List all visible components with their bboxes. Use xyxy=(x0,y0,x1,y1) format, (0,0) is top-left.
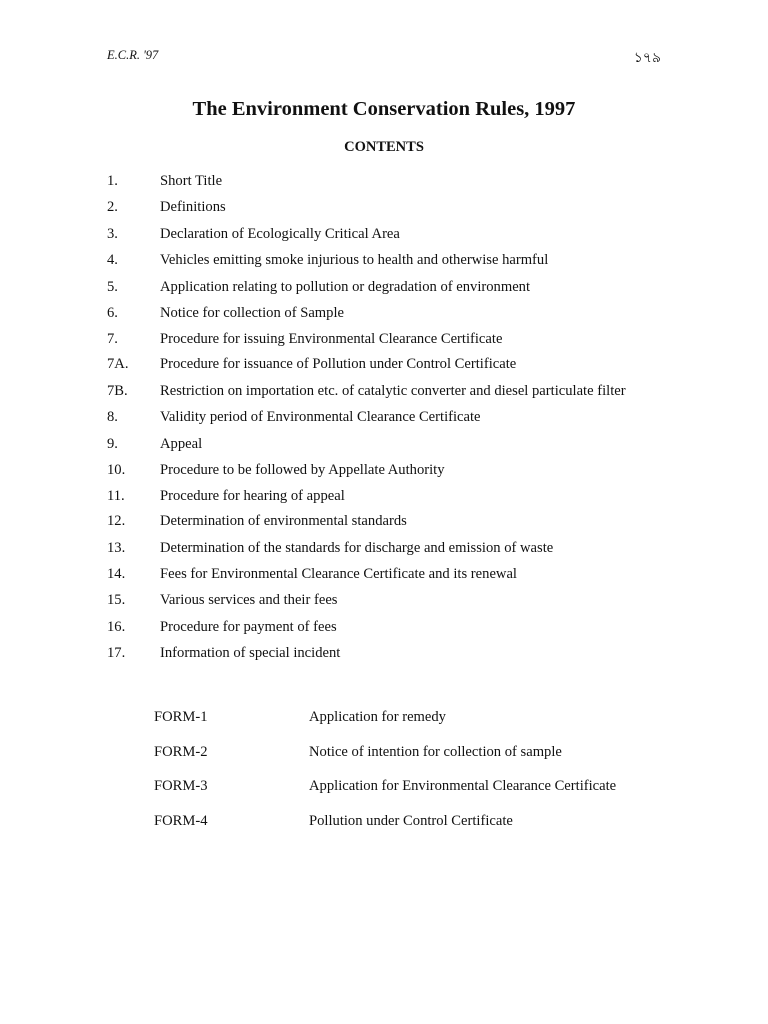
form-id: FORM-2 xyxy=(154,743,208,760)
toc-item-title: Vehicles emitting smoke injurious to health and otherwise harmful xyxy=(160,252,549,269)
toc-item-number: 3. xyxy=(107,225,118,242)
toc-item-number: 5. xyxy=(107,278,118,295)
running-header: E.C.R. '97 xyxy=(107,48,159,62)
toc-item-title: Application relating to pollution or degradation of environment xyxy=(160,278,531,295)
toc-item-title: Appeal xyxy=(160,435,203,452)
form-id: FORM-4 xyxy=(154,812,208,829)
toc-item xyxy=(107,382,663,400)
toc-item-title: Determination of the standards for discharge and emission of waste xyxy=(160,539,554,556)
toc-item-title: Procedure for issuing Environmental Clearance Certificate xyxy=(160,331,503,348)
toc-item xyxy=(107,539,663,557)
document-title: The Environment Conservation Rules, 1997 xyxy=(192,98,576,120)
toc-item xyxy=(107,225,663,243)
toc-item-number: 4. xyxy=(107,252,118,269)
toc-item-title: Determination of environmental standards xyxy=(160,513,407,530)
contents-heading: CONTENTS xyxy=(344,139,424,155)
toc-item xyxy=(107,435,663,453)
toc-item xyxy=(107,330,663,348)
toc-item-title: Procedure to be followed by Appellate Authority xyxy=(160,461,445,478)
toc-item-title: Short Title xyxy=(160,173,223,189)
toc-item-number: 9. xyxy=(107,435,118,452)
toc-item-title: Procedure for issuance of Pollution under Control Certificate xyxy=(160,356,517,373)
form-item xyxy=(154,708,674,726)
toc-item xyxy=(107,461,663,479)
toc-item-number: 7. xyxy=(107,331,118,348)
toc-item-title: Information of special incident xyxy=(160,645,341,662)
toc-item-number: 13. xyxy=(107,539,126,556)
toc-item-title: Definitions xyxy=(160,199,226,216)
toc-item-number: 15. xyxy=(107,592,126,609)
toc-item-title: Fees for Environmental Clearance Certificate and its renewal xyxy=(160,566,517,583)
form-description: Application for Environmental Clearance Certificate xyxy=(309,778,617,794)
toc-item-title: Procedure for payment of fees xyxy=(160,618,337,635)
form-description: Application for remedy xyxy=(309,709,446,725)
toc-item-number: 8. xyxy=(107,409,118,426)
toc-item-number: 6. xyxy=(107,304,118,321)
toc-item xyxy=(107,355,663,373)
toc-item-number: 12. xyxy=(107,513,126,530)
toc-item-number: 16. xyxy=(107,618,126,635)
form-description: Notice of intention for collection of sample xyxy=(309,743,562,760)
toc-item-number: 10. xyxy=(107,461,126,478)
toc-item-title: Restriction on importation etc. of catalytic converter and diesel particulate filter xyxy=(160,382,626,399)
toc-item xyxy=(107,278,663,296)
toc-item-number: 1. xyxy=(107,173,118,189)
toc-item xyxy=(107,198,663,216)
toc-item xyxy=(107,304,663,322)
toc-item-number: 7A. xyxy=(107,356,129,373)
toc-item xyxy=(107,172,663,190)
toc-item xyxy=(107,644,663,662)
toc-item xyxy=(107,618,663,636)
toc-item xyxy=(107,251,663,269)
toc-item-title: Notice for collection of Sample xyxy=(160,304,344,321)
form-item xyxy=(154,777,674,795)
toc-item-number: 2. xyxy=(107,199,118,216)
toc-item-number: 14. xyxy=(107,566,126,583)
form-id: FORM-3 xyxy=(154,778,208,794)
toc-item-number: 17. xyxy=(107,645,126,662)
page-number: ১৭৯ xyxy=(633,50,661,66)
toc-item xyxy=(107,512,663,530)
toc-item-title: Validity period of Environmental Clearance Certificate xyxy=(160,409,481,426)
form-description: Pollution under Control Certificate xyxy=(309,812,513,829)
forms-list xyxy=(154,708,674,846)
form-item xyxy=(154,812,674,830)
toc-item-number: 7B. xyxy=(107,382,128,399)
toc-item-title: Procedure for hearing of appeal xyxy=(160,488,345,505)
toc-item xyxy=(107,591,663,609)
toc-item-number: 11. xyxy=(107,488,125,505)
table-of-contents xyxy=(107,172,663,671)
toc-item-title: Declaration of Ecologically Critical Area xyxy=(160,225,400,242)
toc-item xyxy=(107,408,663,426)
toc-item xyxy=(107,487,663,505)
form-id: FORM-1 xyxy=(154,709,208,725)
toc-item-title: Various services and their fees xyxy=(160,592,338,609)
form-item xyxy=(154,743,674,761)
toc-item xyxy=(107,565,663,583)
